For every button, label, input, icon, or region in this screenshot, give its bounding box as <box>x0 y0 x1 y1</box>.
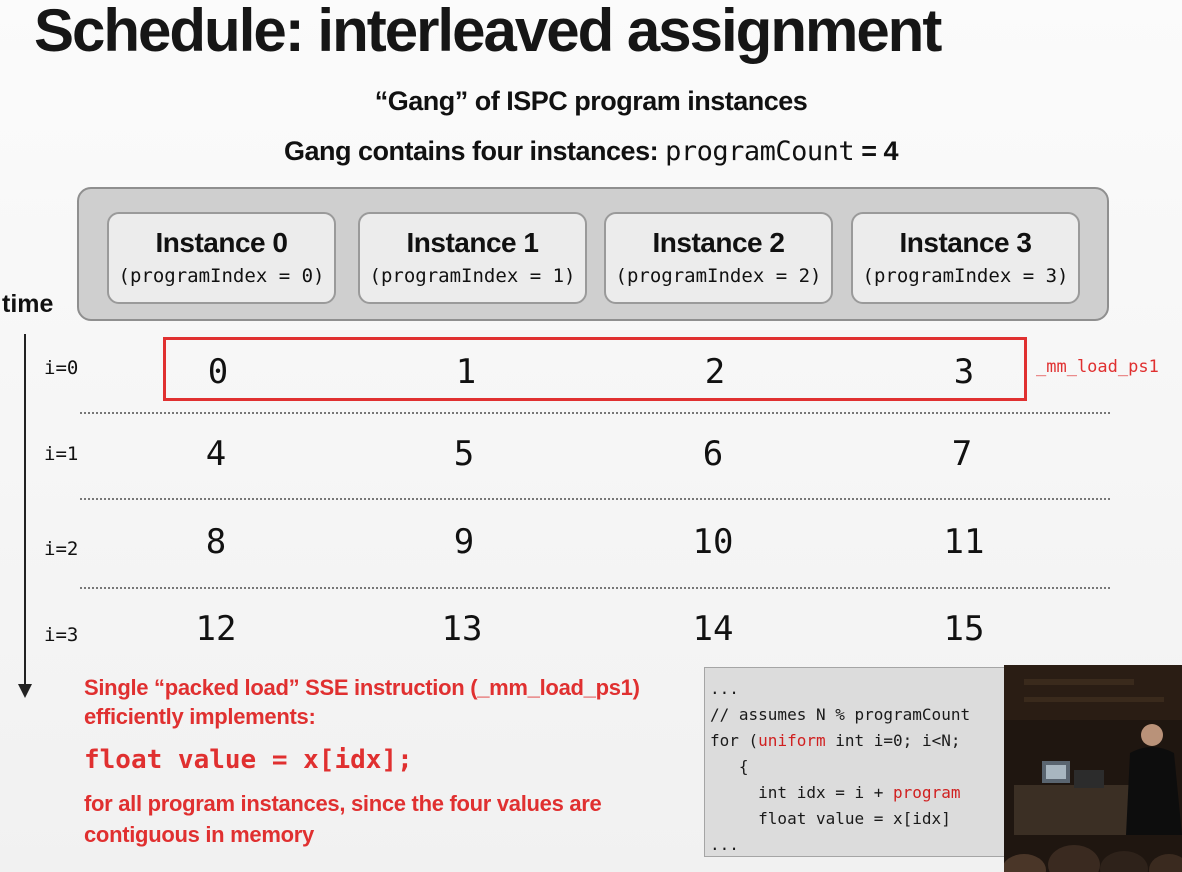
gang-box <box>77 187 1109 321</box>
time-axis-line <box>24 334 26 684</box>
note-line: contiguous in memory <box>84 822 314 847</box>
code-snippet <box>704 667 1014 857</box>
instance-program-index: (programIndex = 2) <box>615 265 822 287</box>
instance-name: Instance 1 <box>406 227 539 258</box>
packed-load-note <box>84 673 640 731</box>
instance-box-1 <box>358 212 587 304</box>
instance-box-2 <box>604 212 833 304</box>
element-cell: 1 <box>455 352 477 392</box>
element-cell: 15 <box>943 609 985 649</box>
instance-name: Instance 3 <box>899 227 1032 258</box>
contiguous-note <box>84 788 601 850</box>
packed-load-label: _mm_load_ps1 <box>1036 357 1159 377</box>
instance-program-index: (programIndex = 3) <box>862 265 1069 287</box>
slide-title: Schedule: interleaved assignment <box>34 0 941 64</box>
instance-name: Instance 2 <box>652 227 785 258</box>
element-cell: 3 <box>953 352 975 392</box>
code-keyword: program <box>893 783 961 802</box>
note-line: Single “packed load” SSE instruction (_mm_load_ps1) <box>84 675 640 700</box>
code-line: int idx = i + program <box>710 783 961 802</box>
element-cell: 13 <box>441 609 483 649</box>
gang-count-suffix: = 4 <box>861 136 898 166</box>
element-cell: 5 <box>453 434 475 474</box>
code-line: // assumes N % programCount <box>710 705 971 724</box>
code-line: ... <box>710 679 739 698</box>
packed-load-highlight <box>163 337 1027 401</box>
row-label: i=0 <box>44 357 79 379</box>
code-line: float value = x[idx] <box>710 809 951 828</box>
lecture-hall-image <box>1004 665 1182 872</box>
row-separator <box>80 587 1110 589</box>
row-separator <box>80 412 1110 414</box>
element-cell: 11 <box>943 522 985 562</box>
instance-box-3 <box>851 212 1080 304</box>
row-label: i=2 <box>44 538 79 560</box>
row-label: i=3 <box>44 624 79 646</box>
gang-count-line <box>0 136 1182 167</box>
code-line: ... <box>710 835 739 854</box>
element-cell: 0 <box>207 352 229 392</box>
note-line: for all program instances, since the four values are <box>84 791 602 816</box>
row-label: i=1 <box>44 443 79 465</box>
element-cell: 12 <box>195 609 237 649</box>
row-separator <box>80 498 1110 500</box>
element-cell: 9 <box>453 522 475 562</box>
instance-name: Instance 0 <box>155 227 288 258</box>
program-count-code: programCount <box>665 136 855 167</box>
instance-program-index: (programIndex = 1) <box>369 265 576 287</box>
element-cell: 7 <box>951 434 973 474</box>
time-arrow-icon <box>18 684 32 698</box>
element-cell: 8 <box>205 522 227 562</box>
note-line: efficiently implements: <box>84 704 316 729</box>
element-cell: 4 <box>205 434 227 474</box>
code-line: { <box>710 757 749 776</box>
lecturer-video-inset <box>1004 665 1182 872</box>
element-cell: 14 <box>692 609 734 649</box>
element-cell: 10 <box>692 522 734 562</box>
gang-count-prefix: Gang contains four instances: <box>284 136 659 166</box>
slide-subtitle: “Gang” of ISPC program instances <box>374 86 808 116</box>
code-line: for (uniform int i=0; i<N; <box>710 731 961 750</box>
element-cell: 2 <box>704 352 726 392</box>
code-keyword: uniform <box>758 731 826 750</box>
element-cell: 6 <box>702 434 724 474</box>
note-code: float value = x[idx]; <box>84 745 413 775</box>
time-axis-label: time <box>2 290 54 318</box>
instance-box-0 <box>107 212 336 304</box>
instance-program-index: (programIndex = 0) <box>118 265 325 287</box>
